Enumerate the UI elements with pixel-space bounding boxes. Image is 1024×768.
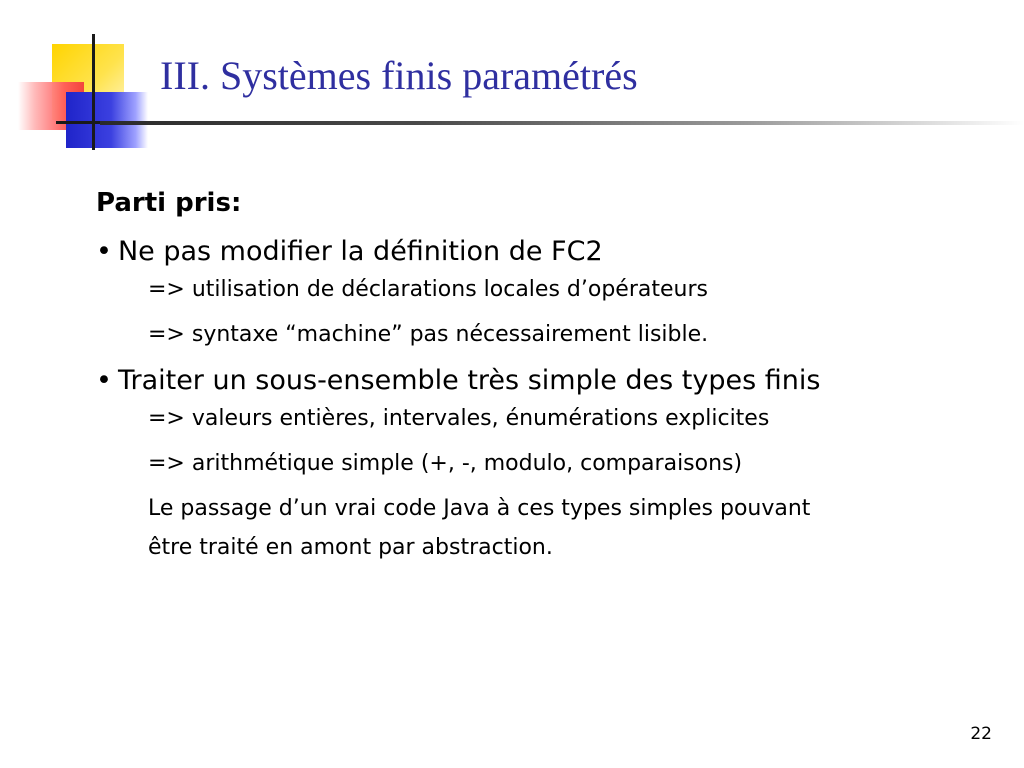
section-heading: Parti pris:	[96, 188, 242, 218]
sub-item: Le passage d’un vrai code Java à ces types simples pouvant	[148, 496, 811, 521]
logo-vertical-line	[92, 34, 95, 150]
bullet-dot-icon: •	[96, 365, 112, 396]
sub-item: être traité en amont par abstraction.	[148, 535, 553, 560]
sub-item: => utilisation de déclarations locales d’opérateurs	[148, 277, 708, 302]
sub-item: => arithmétique simple (+, -, modulo, comparaisons)	[148, 451, 743, 476]
bullet-item	[96, 236, 996, 267]
bullet-text: Ne pas modifier la définition de FC2	[117, 236, 603, 267]
slide-title: III. Systèmes finis paramétrés	[160, 53, 638, 98]
page-number: 22	[970, 724, 992, 744]
slide-content	[96, 188, 996, 580]
logo-blue-square	[66, 92, 148, 148]
bullet-text: Traiter un sous-ensemble très simple des types finis	[117, 365, 821, 396]
title-rule	[100, 121, 1024, 125]
bullet-dot-icon: •	[96, 236, 112, 267]
sub-item: => valeurs entières, intervales, énumérations explicites	[148, 406, 770, 431]
sub-item: => syntaxe “machine” pas nécessairement lisible.	[148, 322, 709, 347]
bullet-item	[96, 365, 996, 396]
